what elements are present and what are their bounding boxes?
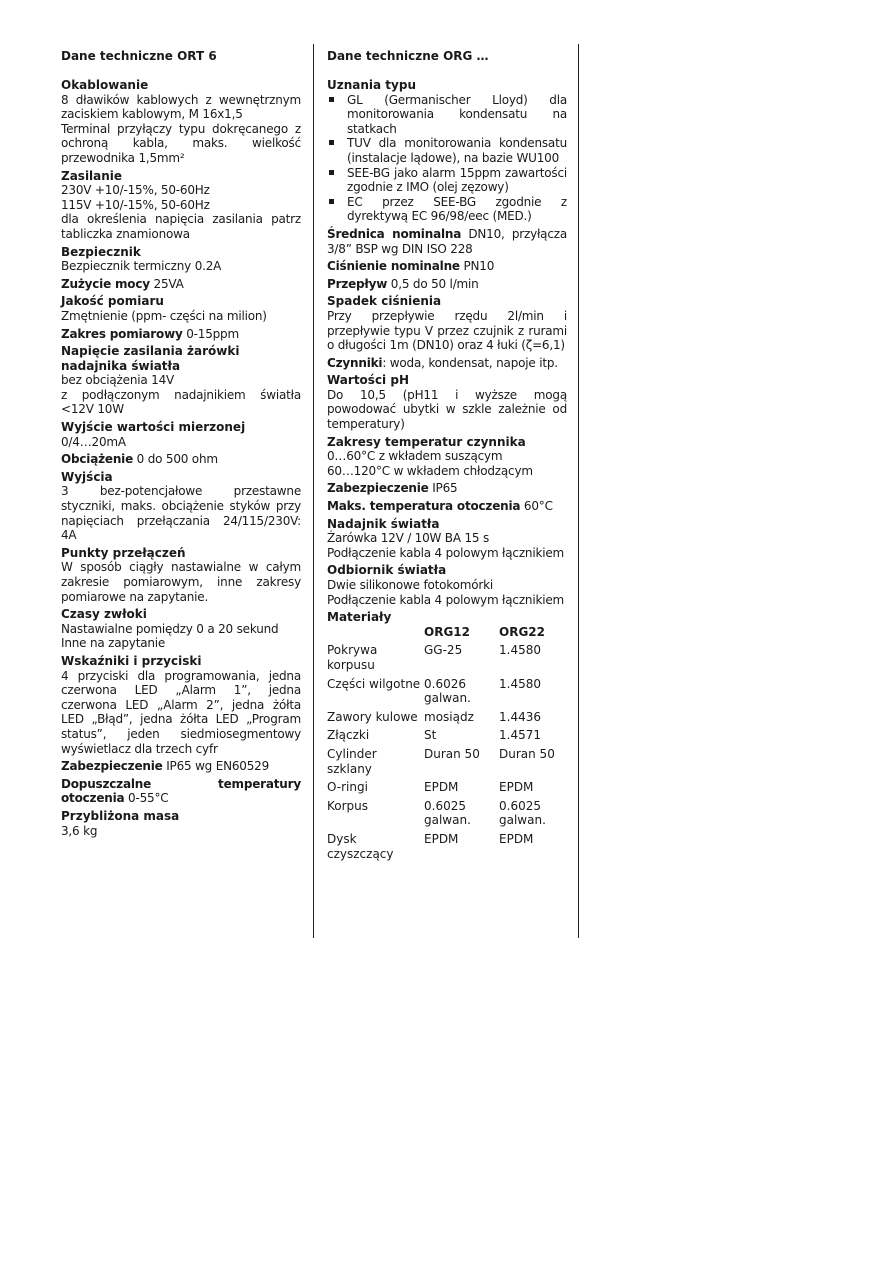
spec-czynniki [327, 356, 567, 371]
material-org22: Duran 50 [499, 746, 555, 761]
spec-text: 230V +10/-15%, 50-60Hz [61, 183, 210, 198]
spec-heading: Spadek ciśnienia [327, 294, 442, 309]
spec-wartosci-ph [327, 373, 567, 431]
materials-header-org22: ORG22 [499, 624, 545, 639]
ort6-title: Dane techniczne ORT 6 [61, 49, 217, 63]
spec-text: 8 dławików kablowych z wewnętrznym zaciskiem kablowym, M 16x1,5 [61, 92, 301, 122]
spec-wyjscie-wartosci-mierzonej [61, 420, 301, 449]
material-org22: 0.6025 galwan. [499, 798, 546, 828]
spec-maks-temperatura-otoczenia [327, 499, 567, 514]
spec-heading: Jakość pomiaru [61, 294, 164, 309]
material-part: Zawory kulowe [327, 709, 418, 724]
spec-text: 60…120°C w wkładem chłodzącym [327, 463, 533, 478]
spec-heading: Wyjście wartości mierzonej [61, 420, 246, 435]
materials-row [327, 747, 567, 780]
material-org22: EPDM [499, 780, 534, 795]
spec-inline [327, 356, 567, 371]
material-org12: EPDM [424, 780, 459, 795]
materials-row [327, 677, 567, 710]
material-part: Korpus [327, 798, 369, 813]
spec-inline [327, 259, 567, 274]
spec-text: 3,6 kg [61, 823, 98, 838]
material-org12: 0.6025 galwan. [424, 798, 471, 828]
column-divider-left [313, 44, 314, 938]
spec-dopuszczalne-temperatury-otoczenia [61, 777, 301, 806]
spec-value: 0-15ppm [182, 326, 239, 341]
approval-text: TUV dla monitorowania kondensatu (instalacje lądowe), na bazie WU100 [347, 136, 567, 165]
spec-inline [327, 227, 567, 256]
material-org12: EPDM [424, 831, 459, 846]
materials-row [327, 710, 567, 729]
bullet-icon [329, 199, 334, 204]
spec-heading: Zasilanie [61, 168, 123, 183]
approvals-section [327, 78, 567, 224]
spec-inline [61, 759, 301, 774]
spec-srednica-nominalna [327, 227, 567, 256]
spec-punkty-przelaczen [61, 546, 301, 604]
spec-heading: Wskaźniki i przyciski [61, 653, 202, 668]
org-column [327, 44, 567, 868]
spec-value: 60°C [520, 499, 553, 514]
spec-zakres-pomiarowy [61, 327, 301, 342]
bullet-icon [329, 97, 334, 102]
approvals-heading: Uznania typu [327, 78, 416, 92]
spec-heading: Bezpiecznik [61, 244, 141, 259]
spec-text: W sposób ciągły nastawialne w całym zakresie pomiarowym, inne zakresy pomiarowe na zapytanie. [61, 560, 301, 604]
spec-label: Maks. temperatura otoczenia [327, 499, 521, 514]
spec-value: DN10, przyłącza 3/8” BSP wg DIN ISO 228 [327, 226, 567, 256]
approval-text: SEE-BG jako alarm 15ppm zawartości zgodnie z IMO (olej zęzowy) [347, 165, 567, 195]
column-divider-right [578, 44, 579, 938]
spec-text: 0/4…20mA [61, 434, 126, 449]
spec-zasilanie [61, 169, 301, 242]
spec-napiecie-zasilania-zarowki-nadajnika-swiatla [61, 344, 301, 417]
spec-heading: Odbiornik światła [327, 563, 447, 578]
spec-text: Przy przepływie rzędu 2l/min i przepływie typu V przez czujnik z rurami o długości 1m (DN10) oraz 4 łuki (ζ=6,1) [327, 308, 567, 353]
spec-obciazenie [61, 452, 301, 467]
spec-inline [61, 452, 301, 467]
spec-przeplyw [327, 277, 567, 292]
spec-value: IP65 [428, 481, 458, 496]
spec-value: 0-55°C [124, 791, 169, 806]
spec-heading: Wyjścia [61, 469, 113, 484]
spec-value: 0 do 500 ohm [133, 452, 218, 467]
spec-heading: Czasy zwłoki [61, 607, 147, 622]
material-org12: mosiądz [424, 709, 474, 724]
spec-heading: Napięcie zasilania żarówki nadajnika światła [61, 344, 240, 373]
materials-section [327, 610, 567, 865]
material-part: Cylinder szklany [327, 746, 377, 776]
spec-inline [61, 277, 301, 292]
materials-row [327, 643, 567, 676]
approval-item [327, 195, 567, 224]
material-part: Części wilgotne [327, 676, 421, 691]
spec-label: Ciśnienie nominalne [327, 259, 460, 274]
spec-label: Zużycie mocy [61, 276, 150, 291]
materials-body [327, 643, 567, 865]
material-part: Pokrywa korpusu [327, 643, 378, 672]
spec-label: Dopuszczalne temperatury otoczenia [61, 776, 301, 806]
bullet-icon [329, 140, 334, 145]
materials-heading: Materiały [327, 610, 392, 625]
approval-text: GL (Germanischer Lloyd) dla monitorowania kondensatu na statkach [347, 92, 567, 136]
spec-value: : woda, kondensat, napoje itp. [382, 355, 558, 370]
org-sections [327, 227, 567, 607]
spec-text: Żarówka 12V / 10W BA 15 s [327, 531, 489, 546]
materials-header-empty [327, 625, 424, 644]
spec-text: Zmętnienie (ppm- części na milion) [61, 308, 267, 323]
spec-nadajnik-swiatla [327, 517, 567, 561]
ort6-sections [61, 78, 301, 838]
material-part: Złączki [327, 728, 370, 743]
spec-label: Obciążenie [61, 452, 134, 467]
spec-odbiornik-swiatla [327, 563, 567, 607]
materials-row [327, 728, 567, 747]
spec-text: 115V +10/-15%, 50-60Hz [61, 197, 210, 212]
material-part: Dysk czyszczący [327, 831, 394, 861]
spec-label: Zabezpieczenie [61, 759, 163, 774]
spec-zuzycie-mocy [61, 277, 301, 292]
materials-row [327, 780, 567, 799]
spec-label: Czynniki [327, 355, 383, 370]
spec-zabezpieczenie [327, 481, 567, 496]
spec-text: Nastawialne pomiędzy 0 a 20 sekund [61, 621, 279, 636]
spec-inline [61, 777, 301, 806]
material-org22: EPDM [499, 831, 534, 846]
spec-okablowanie [61, 78, 301, 166]
spec-czasy-zwloki [61, 607, 301, 651]
spec-label: Zakres pomiarowy [61, 326, 183, 341]
material-org22: 1.4436 [499, 709, 541, 724]
spec-wyjscia [61, 470, 301, 543]
spec-zabezpieczenie [61, 759, 301, 774]
material-part: O-ringi [327, 780, 368, 795]
approval-item [327, 93, 567, 137]
spec-text: 3 bez-potencjałowe przestawne styczniki, maks. obciążenie styków przy napięciach przełączania 24/115/230V: 4A [61, 484, 301, 543]
materials-header-row [327, 625, 567, 644]
material-org12: Duran 50 [424, 746, 480, 761]
spec-label: Średnica nominalna [327, 226, 462, 241]
spec-value: PN10 [459, 259, 495, 274]
approval-item [327, 166, 567, 195]
spec-heading: Punkty przełączeń [61, 545, 186, 560]
spec-value: IP65 wg EN60529 [162, 759, 270, 774]
spec-text: z podłączonym nadajnikiem światła <12V 10W [61, 387, 301, 417]
spec-text: Terminal przyłączy typu dokręcanego z ochroną kabla, maks. wielkość przewodnika 1,5mm² [61, 121, 301, 165]
approval-text: EC przez SEE-BG zgodnie z dyrektywą EC 96/98/eec (MED.) [347, 194, 567, 224]
spec-text: Podłączenie kabla 4 polowym łącznikiem [327, 592, 565, 607]
org-title: Dane techniczne ORG … [327, 49, 489, 63]
spec-heading: Zakresy temperatur czynnika [327, 434, 526, 449]
bullet-icon [329, 170, 334, 175]
spec-label: Zabezpieczenie [327, 481, 429, 496]
spec-value: 25VA [149, 276, 184, 291]
approval-item [327, 136, 567, 165]
ort6-column [61, 44, 301, 841]
materials-row [327, 832, 567, 865]
spec-inline [327, 499, 567, 514]
materials-row [327, 799, 567, 832]
spec-text: Do 10,5 (pH11 i wyższe mogą powodować ubytki w szkle zależnie od temperatury) [327, 387, 567, 432]
spec-text: dla określenia napięcia zasilania patrz tabliczka znamionowa [61, 212, 301, 241]
spec-heading: Okablowanie [61, 78, 149, 92]
spec-text: Podłączenie kabla 4 polowym łącznikiem [327, 545, 565, 560]
spec-text: Inne na zapytanie [61, 636, 166, 651]
spec-value: 0,5 do 50 l/min [387, 276, 479, 291]
spec-text: 4 przyciski dla programowania, jedna czerwona LED „Alarm 1”, jedna czerwona LED „Alarm 2”, jedna żółta LED „Błąd”, jedna żółta LED „Program status”, jeden siedmiosegmentowy wyświetlacz dla trzech cyfr [61, 668, 301, 756]
material-org22: 1.4571 [499, 728, 541, 743]
spec-jakosc-pomiaru [61, 294, 301, 323]
spec-heading: Wartości pH [327, 373, 409, 388]
spec-heading: Przybliżona masa [61, 808, 180, 823]
spec-text: bez obciążenia 14V [61, 373, 175, 388]
material-org12: St [424, 728, 437, 743]
spec-text: 0…60°C z wkładem suszącym [327, 449, 503, 464]
material-org12: GG-25 [424, 643, 463, 658]
spec-inline [61, 327, 301, 342]
spec-label: Przepływ [327, 276, 388, 291]
spec-inline [327, 481, 567, 496]
approvals-list [327, 93, 567, 224]
spec-spadek-cisnienia [327, 294, 567, 352]
spec-text: Bezpiecznik termiczny 0.2A [61, 259, 222, 274]
materials-header-org12: ORG12 [424, 624, 470, 639]
spec-heading: Nadajnik światła [327, 516, 440, 531]
spec-cisnienie-nominalne [327, 259, 567, 274]
spec-text: Dwie silikonowe fotokomórki [327, 578, 493, 592]
spec-zakresy-temperatur-czynnika [327, 435, 567, 479]
spec-inline [327, 277, 567, 292]
spec-wskazniki-i-przyciski [61, 654, 301, 756]
spec-bezpiecznik [61, 245, 301, 274]
spec-przyblizona-masa [61, 809, 301, 838]
material-org22: 1.4580 [499, 676, 541, 691]
material-org12: 0.6026 galwan. [424, 676, 471, 706]
material-org22: 1.4580 [499, 643, 541, 658]
materials-table [327, 625, 567, 865]
